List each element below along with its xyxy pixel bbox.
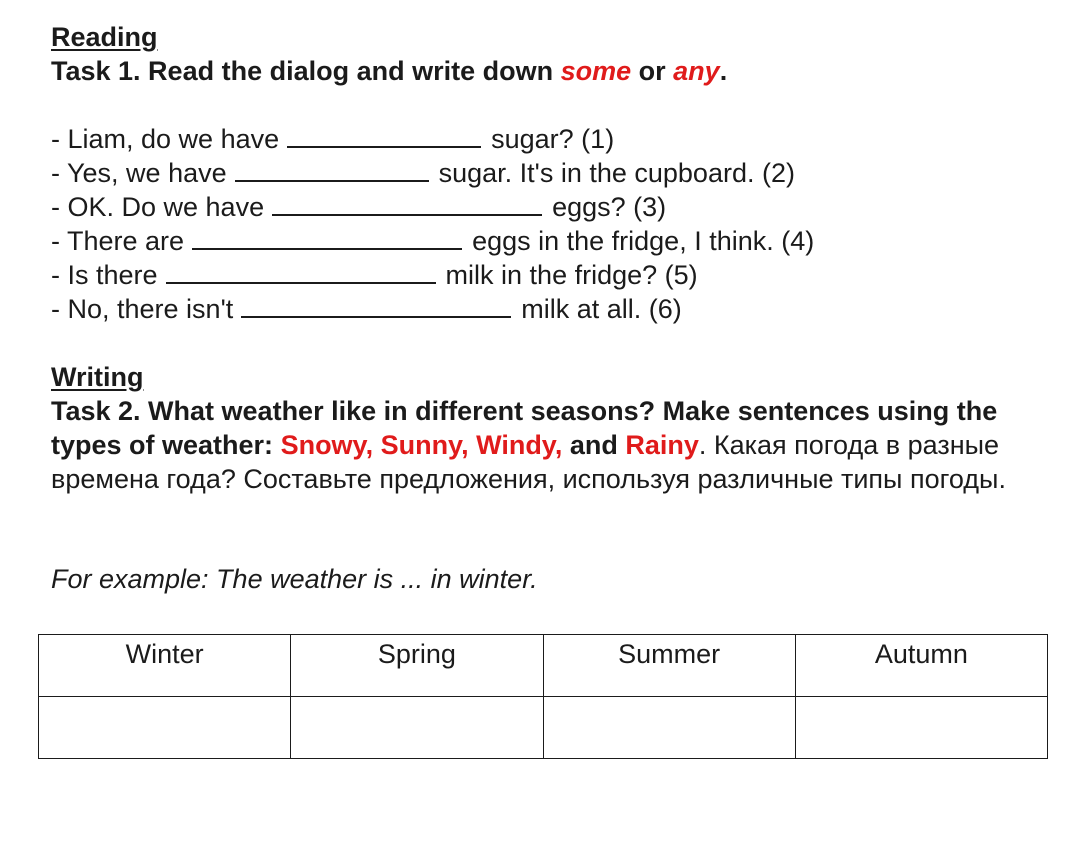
header-autumn: Autumn <box>795 635 1047 697</box>
russian-instruction: . Какая погода в разные времена года? Составьте предложения, используя различные типы погоды. <box>51 430 1006 494</box>
answer-blank[interactable] <box>241 294 511 318</box>
dialog-line-4 <box>51 224 1051 258</box>
task1-title <box>51 54 1051 88</box>
dialog-line-text: - Yes, we have <box>51 158 227 188</box>
example-sentence: For example: The weather is ... in winter. <box>51 564 538 594</box>
task2-prefix: types of weather: <box>51 430 281 460</box>
answer-blank[interactable] <box>272 192 542 216</box>
dialog-line-text: - OK. Do we have <box>51 192 265 222</box>
dialog-line-6 <box>51 292 1051 326</box>
word-any: any <box>673 56 720 86</box>
seasons-table <box>38 634 1048 759</box>
weather-rainy: Rainy <box>625 430 699 460</box>
header-summer: Summer <box>543 635 795 697</box>
header-spring: Spring <box>291 635 543 697</box>
task1-title-text: Task 1. Read the dialog and write down <box>51 56 561 86</box>
dialog-line-text: milk at all. (6) <box>521 294 682 324</box>
reading-heading: Reading <box>51 22 158 52</box>
title-period: . <box>719 56 728 86</box>
dialog-line-text: - Is there <box>51 260 158 290</box>
dialog-line-2 <box>51 156 1051 190</box>
dialog-line-text: - There are <box>51 226 185 256</box>
dialog-line-text: sugar. It's in the cupboard. (2) <box>438 158 795 188</box>
task2-description <box>51 428 1041 496</box>
dialog-line-text: eggs? (3) <box>552 192 667 222</box>
dialog-line-text: eggs in the fridge, I think. (4) <box>472 226 815 256</box>
answer-blank[interactable] <box>192 226 462 250</box>
dialog-line-text: - No, there isn't <box>51 294 234 324</box>
writing-heading: Writing <box>51 362 144 392</box>
cell-autumn[interactable] <box>795 697 1047 759</box>
answer-blank[interactable] <box>287 124 481 148</box>
answer-blank[interactable] <box>166 260 436 284</box>
header-winter: Winter <box>39 635 291 697</box>
worksheet <box>51 20 1051 496</box>
dialog-line-text: sugar? (1) <box>491 124 615 154</box>
dialog-line-5 <box>51 258 1051 292</box>
dialog-line-text: milk in the fridge? (5) <box>445 260 698 290</box>
and-word: and <box>562 430 626 460</box>
dialog-line-3 <box>51 190 1051 224</box>
task2-title-line1: Task 2. What weather like in different seasons? Make sentences using the <box>51 396 998 426</box>
answer-blank[interactable] <box>235 158 429 182</box>
weather-types: Snowy, Sunny, Windy, <box>280 430 563 460</box>
word-or: or <box>631 56 674 86</box>
dialog-line-text: - Liam, do we have <box>51 124 280 154</box>
cell-spring[interactable] <box>291 697 543 759</box>
word-some: some <box>560 56 632 86</box>
cell-winter[interactable] <box>39 697 291 759</box>
dialog-line-1 <box>51 122 1051 156</box>
cell-summer[interactable] <box>543 697 795 759</box>
